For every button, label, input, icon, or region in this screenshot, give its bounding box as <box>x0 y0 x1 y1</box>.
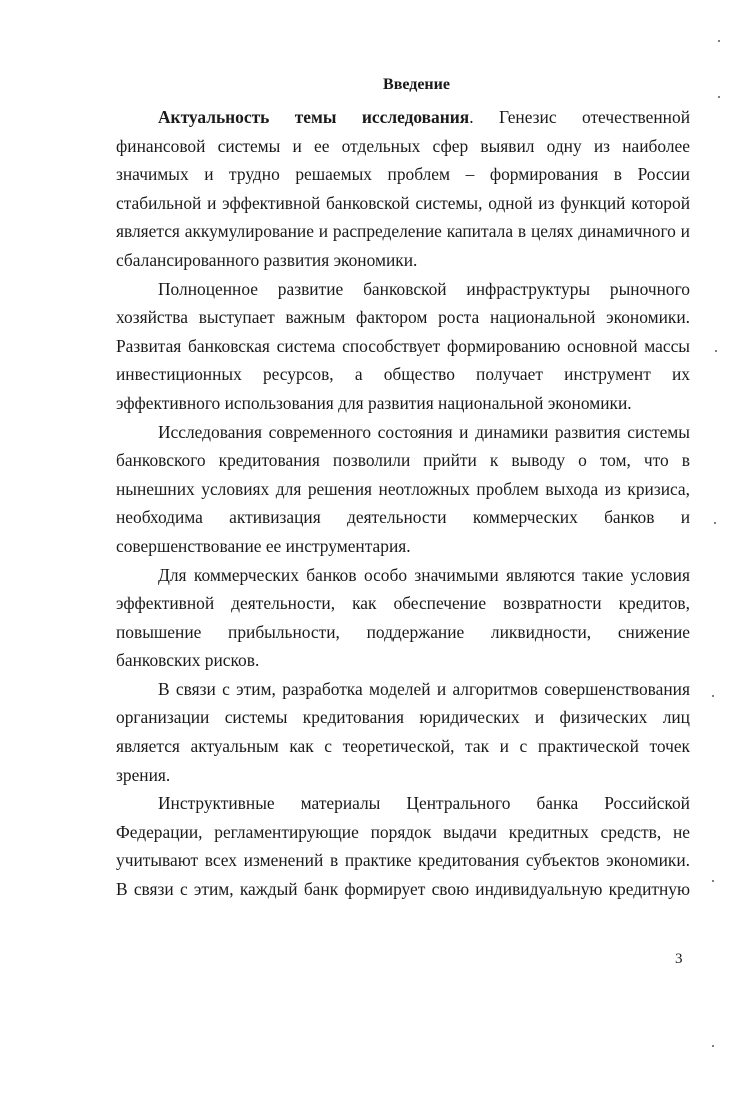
scan-speck <box>712 695 714 697</box>
text-line: Для коммерческих банков особо значимыми являются такие условия <box>158 564 690 585</box>
text-line: зрения. <box>116 764 171 785</box>
text-line: банковского кредитования позволили прийти к выводу о том, что в <box>116 450 690 471</box>
body-text <box>116 103 690 904</box>
text-line: хозяйства выступает важным фактором роста национальной экономики. <box>116 307 690 328</box>
text-line: Развитая банковская система способствует формированию основной массы <box>116 335 690 356</box>
scan-speck <box>714 522 716 524</box>
page-number: 3 <box>675 951 683 967</box>
text-line: значимых и трудно решаемых проблем – формирования в России <box>116 164 690 185</box>
page-title: Введение <box>383 76 450 93</box>
scan-speck <box>712 880 714 882</box>
scan-speck <box>718 40 720 42</box>
text-line: учитывают всех изменений в практике кредитования субъектов экономики. <box>116 850 690 871</box>
text-line: Инструктивные материалы Центрального банка Российской <box>158 793 690 814</box>
text-line: эффективного использования для развития национальной экономики. <box>116 392 632 413</box>
scan-speck <box>715 350 717 352</box>
text-line: В связи с этим, разработка моделей и алгоритмов совершенствования <box>158 678 690 699</box>
text-line: эффективной деятельности, как обеспечение возвратности кредитов, <box>116 593 690 614</box>
text-line: является аккумулирование и распределение капитала в целях динамичного и <box>116 221 690 242</box>
text-line: повышение прибыльности, поддержание ликвидности, снижение <box>116 621 690 642</box>
scan-speck <box>718 96 720 98</box>
text-line: совершенствование ее инструментария. <box>116 535 411 556</box>
paragraph-instructions <box>116 789 690 903</box>
text-line: нынешних условиях для решения неотложных проблем выхода из кризиса, <box>116 478 690 499</box>
lead-phrase: Актуальность темы исследования <box>158 107 470 127</box>
scan-speck <box>712 1045 714 1047</box>
text-line: Федерации, регламентирующие порядок выдачи кредитных средств, не <box>116 821 690 842</box>
text-line: необходима активизация деятельности коммерческих банков и <box>116 507 690 528</box>
text-line: стабильной и эффективной банковской системы, одной из функций которой <box>116 192 690 213</box>
text-line: является актуальным как с теоретической, так и с практической точек <box>116 736 690 757</box>
text-line: Актуальность темы исследования. Генезис отечественной <box>158 107 690 127</box>
paragraph-relevance <box>116 103 690 275</box>
paragraph-infrastructure <box>116 275 690 418</box>
text-line: Исследования современного состояния и динамики развития системы <box>158 421 690 442</box>
text-line: организации системы кредитования юридических и физических лиц <box>116 707 690 728</box>
text-line: В связи с этим, каждый банк формирует свою индивидуальную кредитную <box>116 879 690 900</box>
paragraph-models <box>116 675 690 789</box>
paragraph-research <box>116 418 690 561</box>
text-line: банковских рисков. <box>116 650 260 671</box>
text-line: Полноценное развитие банковской инфраструктуры рыночного <box>158 278 690 299</box>
text-line: сбалансированного развития экономики. <box>116 249 418 270</box>
paragraph-conditions <box>116 561 690 675</box>
text-line: финансовой системы и ее отдельных сфер выявил одну из наиболее <box>116 135 690 156</box>
text-line: инвестиционных ресурсов, а общество получает инструмент их <box>116 364 690 385</box>
